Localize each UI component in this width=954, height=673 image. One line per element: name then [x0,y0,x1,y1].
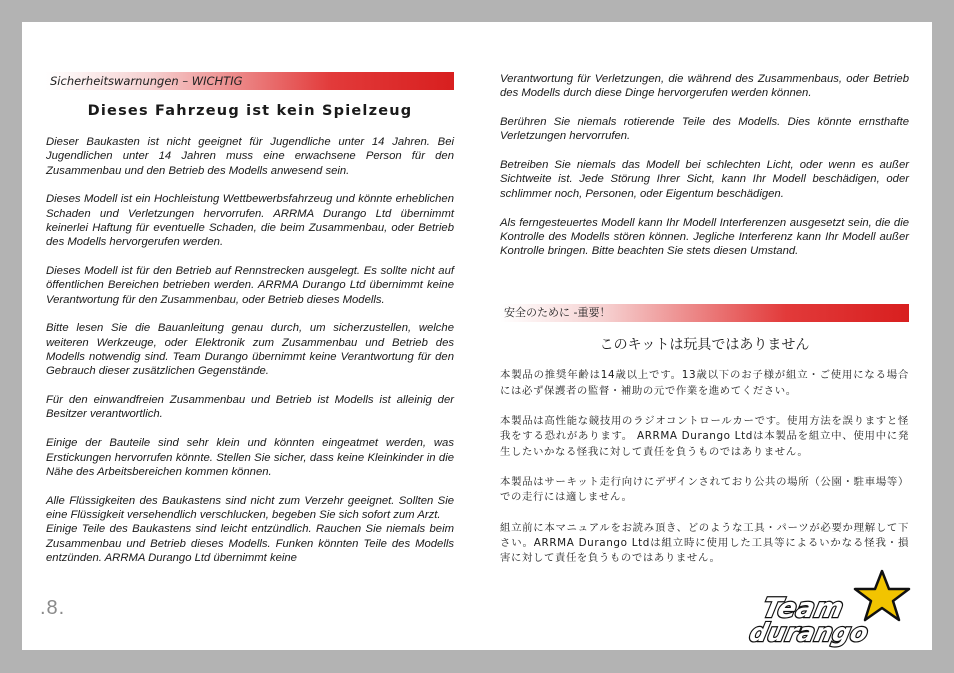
paragraph-small-parts: Einige der Bauteile sind sehr klein und könnten eingeatmet werden, was Erstickungen hervorrufen könnte. Stellen Sie sicher, dass keine Kleinkinder in die Nähe des Arbeitsbereichen kommen können. [46,437,454,478]
paragraph-interference: Als ferngesteuertes Modell kann Ihr Modell Interferenzen ausgesetzt sein, die die Kontrolle des Modells stören können. Jegliche Interferenz kann Ihr Modell außer Kontrolle bringen. Bitte beachten Sie stets diesen Umstand. [500,216,909,258]
paragraph-high-performance: Dieses Modell ist ein Hochleistung Wettbewerbsfahrzeug und könnte erheblichen Schaden und Verletzungen hervorrufen. ARRMA Durango Ltd übernimmt keinerlei Haftung für eventuelle Schaden, die beim Zusammenbau, oder Betrieb des Modells hervorgerufen werden. [46,193,454,249]
paragraph-responsibility-cont: Verantwortung für Verletzungen, die während des Zusammenbaus, oder Betrieb des Modells durch diese Dinge hervorgerufen werden können. [500,73,909,100]
paragraph-liquids: Alle Flüssigkeiten des Baukastens sind nicht zum Verzehr geeignet. Sollten Sie eine Flüssigkeit versehendlich verschlucken, begeben Sie sich sofort zum Arzt. [46,494,454,521]
heading-not-a-toy: Dieses Fahrzeug ist kein Spielzeug [87,103,413,119]
heading-not-a-toy-jp: このキットは玩具ではありません [599,337,810,354]
paragraph-rotating-parts: Berühren Sie niemals rotierende Teile des Modells. Dies könnte ernsthafte Verletzungen hervorrufen. [500,116,909,143]
right-column [500,72,909,581]
team-durango-logo [744,567,924,649]
page-number: .8. [40,597,66,619]
paragraph-age-jp: 本製品の推奨年齢は14歳以上です。13歳以下のお子様が組立・ご使用になる場合には必ず保護者の監督・補助の元で作業を進めてください。 [500,369,909,397]
paragraph-high-performance-jp: 本製品は高性能な競技用のラジオコントロールカーです。使用方法を誤りますと怪我をする恐れがあります。 ARRMA Durango Ltdは本製品を組立中、使用中に発生したいかなる怪我に対して責任を負うものではありません。 [500,415,909,458]
logo-star-icon [855,571,909,620]
paragraph-read-manual-jp: 組立前に本マニュアルをお読み頂き、どのような工具・パーツが必要か理解して下さい。ARRMA Durango Ltdは組立時に使用した工具等によるいかなる怪我・損害に対して責任を負うものではありません。 [500,521,909,565]
manual-page [22,22,932,650]
paragraph-race-tracks: Dieses Modell ist für den Betrieb auf Rennstrecken ausgelegt. Es sollte nicht auf öffentlichen Bereichen betrieben werden. ARRMA Durango Ltd übernimmt keine Verantwortung für den Zusammenbau, oder Betrieb dieses Modells. [46,265,454,306]
logo-text-team: Team [759,593,847,624]
logo-text-durango: durango [747,618,871,647]
paragraph-circuit-jp: 本製品はサーキット走行向けにデザインされており公共の場所（公園・駐車場等）での走行には適しません。 [500,475,909,504]
paragraph-owner-responsibility: Für den einwandfreien Zusammenbau und Betrieb ist Modells ist alleinig der Besitzer verantwortlich. [46,394,454,421]
section-bar-warnings: Sicherheitswarnungen – WICHTIG [46,72,454,90]
paragraph-flammable: Einige Teile des Baukastens sind leicht entzündlich. Rauchen Sie niemals beim Zusammenbau und Betrieb dieses Modells. Funken könnten Teile des Modells entzünden. ARRMA Durango Ltd übernimmt keine [46,523,454,564]
section-bar-safety-jp: 安全のために -重要！ [500,304,909,322]
paragraph-bad-light: Betreiben Sie niemals das Modell bei schlechten Licht, oder wenn es außer Sichtweite ist. Jede Störung Ihrer Sicht, kann Ihr Modell beschädigen, oder schlimmer noch, Personen, oder Eigentum beschädigen. [500,159,909,200]
paragraph-age: Dieser Baukasten ist nicht geeignet für Jugendliche unter 14 Jahren. Bei Jugendlichen unter 14 Jahren muss eine erwachsene Person für den Zusammenbau und den Betrieb des Modells anwesend sein. [46,136,454,177]
left-column [46,72,454,580]
paragraph-read-instructions: Bitte lesen Sie die Bauanleitung genau durch, um sicherzustellen, welche weiteren Werkzeuge, oder Elektronik zum Zusammenbau und Betrieb des Modells notwendig sind. Team Durango übernimmt keine Verantwortung für den Gebrauch dieser zusätzlichen Gegenstände. [46,322,454,378]
